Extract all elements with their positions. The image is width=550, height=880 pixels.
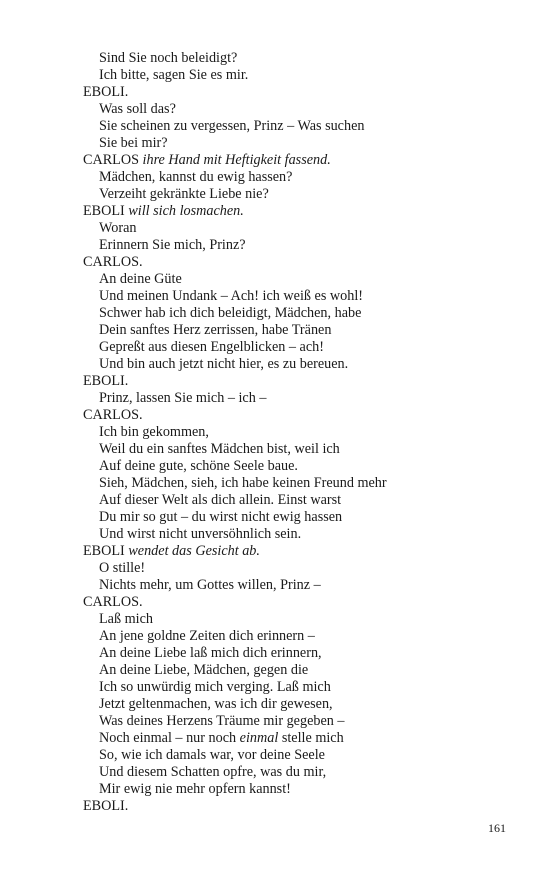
line-text: An deine Liebe laß mich dich erinnern,	[99, 645, 322, 661]
line-text: Und meinen Undank – Ach! ich weiß es wohl!	[99, 288, 363, 304]
verse-line	[83, 322, 523, 339]
line-text: Noch einmal – nur noch	[99, 730, 240, 746]
line-text: CARLOS.	[83, 407, 143, 423]
line-text: Weil du ein sanftes Mädchen bist, weil ich	[99, 441, 340, 457]
line-text: Jetzt geltenmachen, was ich dir gewesen,	[99, 696, 333, 712]
line-text: So, wie ich damals war, vor deine Seele	[99, 747, 325, 763]
speaker-line	[83, 84, 523, 101]
verse-line	[83, 492, 523, 509]
verse-line	[83, 713, 523, 730]
speaker-line	[83, 798, 523, 815]
line-text: Erinnern Sie mich, Prinz?	[99, 237, 246, 253]
line-text: CARLOS.	[83, 254, 143, 270]
speaker-line	[83, 407, 523, 424]
verse-line	[83, 509, 523, 526]
line-text: Mädchen, kannst du ewig hassen?	[99, 169, 293, 185]
line-text: Sieh, Mädchen, sieh, ich habe keinen Freund mehr	[99, 475, 387, 491]
line-text: An jene goldne Zeiten dich erinnern –	[99, 628, 315, 644]
verse-line	[83, 169, 523, 186]
line-text: Sind Sie noch beleidigt?	[99, 50, 238, 66]
line-text: Mir ewig nie mehr opfern kannst!	[99, 781, 291, 797]
verse-line	[83, 696, 523, 713]
verse-line	[83, 730, 523, 747]
speaker-line	[83, 373, 523, 390]
speaker-line	[83, 203, 523, 220]
drama-text	[83, 50, 523, 815]
speaker-line	[83, 594, 523, 611]
line-text: stelle mich	[278, 730, 344, 746]
line-text: O stille!	[99, 560, 146, 576]
line-text: Schwer hab ich dich beleidigt, Mädchen, habe	[99, 305, 362, 321]
verse-line	[83, 611, 523, 628]
verse-line	[83, 288, 523, 305]
verse-line	[83, 577, 523, 594]
stage-direction: ihre Hand mit Heftigkeit fassend.	[142, 152, 331, 168]
verse-line	[83, 271, 523, 288]
verse-line	[83, 747, 523, 764]
verse-line	[83, 220, 523, 237]
line-text: EBOLI	[83, 203, 129, 219]
verse-line	[83, 186, 523, 203]
line-text: An deine Liebe, Mädchen, gegen die	[99, 662, 309, 678]
line-text: EBOLI.	[83, 798, 129, 814]
verse-line	[83, 339, 523, 356]
line-text: CARLOS.	[83, 594, 143, 610]
verse-line	[83, 135, 523, 152]
line-text: Dein sanftes Herz zerrissen, habe Tränen	[99, 322, 332, 338]
line-text: EBOLI.	[83, 373, 129, 389]
verse-line	[83, 237, 523, 254]
verse-line	[83, 424, 523, 441]
verse-line	[83, 50, 523, 67]
verse-line	[83, 305, 523, 322]
line-text: Sie scheinen zu vergessen, Prinz – Was suchen	[99, 118, 365, 134]
line-text: Du mir so gut – du wirst nicht ewig hassen	[99, 509, 343, 525]
line-text: Woran	[99, 220, 137, 236]
line-text: EBOLI	[83, 543, 129, 559]
line-text: Und diesem Schatten opfre, was du mir,	[99, 764, 327, 780]
page-number: 161	[488, 821, 506, 835]
line-text: EBOLI.	[83, 84, 129, 100]
verse-line	[83, 560, 523, 577]
line-text: Was soll das?	[99, 101, 176, 117]
line-text: Nichts mehr, um Gottes willen, Prinz –	[99, 577, 321, 593]
line-text: Prinz, lassen Sie mich – ich –	[99, 390, 267, 406]
line-text: Gepreßt aus diesen Engelblicken – ach!	[99, 339, 324, 355]
stage-direction: wendet das Gesicht ab.	[128, 543, 260, 559]
line-text: Und wirst nicht unversöhnlich sein.	[99, 526, 302, 542]
verse-line	[83, 356, 523, 373]
verse-line	[83, 679, 523, 696]
line-text: CARLOS	[83, 152, 143, 168]
verse-line	[83, 781, 523, 798]
verse-line	[83, 662, 523, 679]
verse-line	[83, 458, 523, 475]
verse-line	[83, 441, 523, 458]
line-text: Verzeiht gekränkte Liebe nie?	[99, 186, 269, 202]
line-text: Auf deine gute, schöne Seele baue.	[99, 458, 298, 474]
verse-line	[83, 628, 523, 645]
stage-direction: will sich losmachen.	[128, 203, 244, 219]
stage-direction: einmal	[239, 730, 279, 746]
verse-line	[83, 645, 523, 662]
verse-line	[83, 118, 523, 135]
speaker-line	[83, 152, 523, 169]
line-text: An deine Güte	[99, 271, 182, 287]
line-text: Was deines Herzens Träume mir gegeben –	[99, 713, 345, 729]
verse-line	[83, 764, 523, 781]
line-text: Laß mich	[99, 611, 153, 627]
line-text: Ich bin gekommen,	[99, 424, 209, 440]
verse-line	[83, 390, 523, 407]
line-text: Ich so unwürdig mich verging. Laß mich	[99, 679, 331, 695]
line-text: Und bin auch jetzt nicht hier, es zu bereuen.	[99, 356, 349, 372]
line-text: Ich bitte, sagen Sie es mir.	[99, 67, 249, 83]
verse-line	[83, 67, 523, 84]
line-text: Auf dieser Welt als dich allein. Einst warst	[99, 492, 342, 508]
verse-line	[83, 475, 523, 492]
verse-line	[83, 101, 523, 118]
speaker-line	[83, 543, 523, 560]
verse-line	[83, 526, 523, 543]
speaker-line	[83, 254, 523, 271]
line-text: Sie bei mir?	[99, 135, 168, 151]
